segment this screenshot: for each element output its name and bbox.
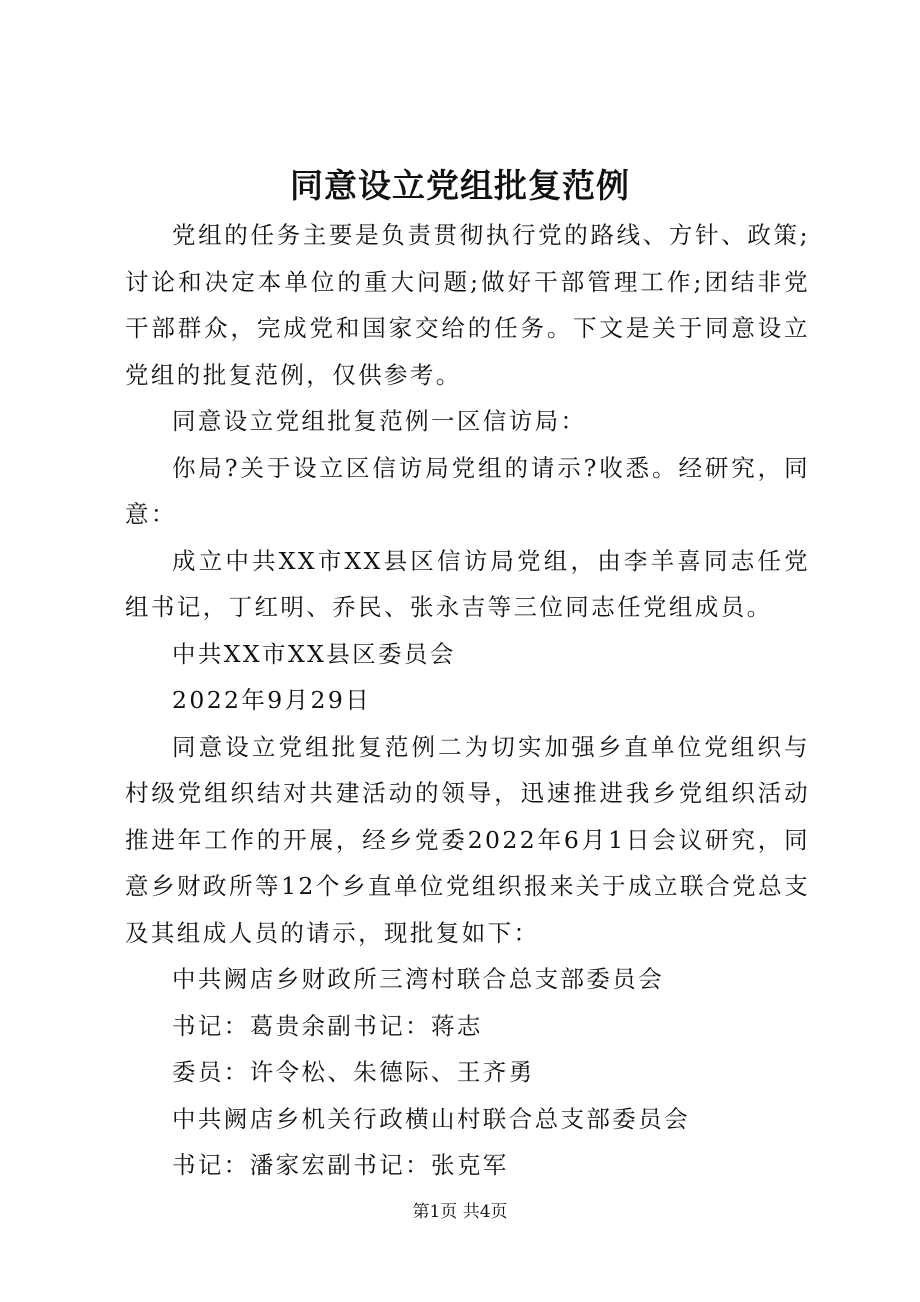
paragraph-committee-two-secretaries: 书记：潘家宏副书记：张克军 [172,1151,509,1179]
paragraph-committee-one-secretaries: 书记：葛贵余副书记：蒋志 [172,1011,483,1040]
document-body [125,212,810,1189]
paragraph-example-one-heading: 同意设立党组批复范例一区信访局： [172,407,587,435]
document-title: 同意设立党组批复范例 [290,166,630,205]
paragraph-committee-one: 中共阙店乡财政所三湾村联合总支部委员会 [172,965,665,993]
paragraph-example-two: 同意设立党组批复范例二为切实加强乡直单位党组织与村级党组织结对共建活动的领导，迅速推进我乡党组织活动推进年工作的开展，经乡党委2022年6月1日会议研究，同意乡财政所等12个乡直单位党组织报来关于成立联合党总支及其组成人员的请示，现批复如下： [125,732,810,947]
paragraph-establish-party-group: 成立中共XX市XX县区信访局党组，由李羊喜同志任党组书记，丁红明、乔民、张永吉等三位同志任党组成员。 [125,546,810,621]
paragraph-committee-two: 中共阙店乡机关行政横山村联合总支部委员会 [172,1104,690,1133]
page-indicator: 第1页 共4页 [412,1202,508,1222]
paragraph-committee-one-members: 委员：许令松、朱德际、王齐勇 [172,1058,535,1086]
paragraph-request-received: 你局?关于设立区信访局党组的请示?收悉。经研究，同意： [125,453,810,528]
paragraph-intro: 党组的任务主要是负责贯彻执行党的路线、方针、政策;讨论和决定本单位的重大问题;做好干部管理工作;团结非党干部群众，完成党和国家交给的任务。下文是关于同意设立党组的批复范例，仅供参考。 [125,221,810,389]
paragraph-date: 2022年9月29日 [172,686,372,714]
paragraph-issuer: 中共XX市XX县区委员会 [172,639,456,668]
